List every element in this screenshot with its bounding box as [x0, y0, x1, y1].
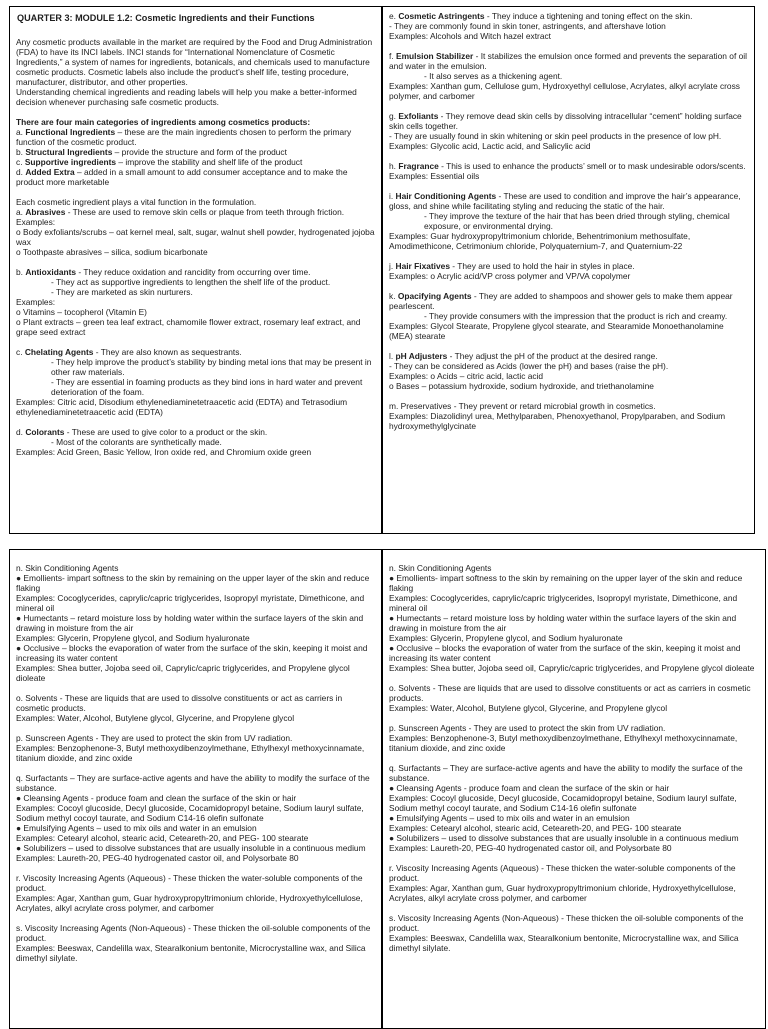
cleansing-line: ● Cleansing Agents - produce foam and clean the surface of the skin or hair	[389, 783, 670, 793]
hair-fixatives-line: j. Hair Fixatives - They are used to hold the hair in styles in place.	[389, 261, 635, 271]
occlusive-line: ● Occlusive – blocks the evaporation of water from the surface of the skin, keeping it moist and increasing its water content	[389, 643, 741, 663]
emulsifying-examples: Examples: Cetearyl alcohol, stearic acid, Ceteareth-20, and PEG- 100 stearate	[389, 823, 682, 833]
categories-heading: There are four main categories of ingredients among cosmetics products:	[16, 116, 311, 127]
abrasives-example-1: o Body exfoliants/scrubs – oat kernel meal, salt, sugar, walnut shell powder, hydrogenated jojoba wax	[16, 226, 375, 247]
abrasives-example-2: o Toothpaste abrasives – silica, sodium bicarbonate	[16, 246, 208, 257]
skin-conditioning-heading: n. Skin Conditioning Agents	[389, 563, 492, 573]
chelating-line: c. Chelating Agents - They are also known as sequestrants.	[16, 346, 242, 357]
abrasives-examples-label: Examples:	[16, 216, 56, 227]
ph-adjusters-line: l. pH Adjusters - They adjust the pH of the product at the desired range.	[389, 351, 658, 361]
viscosity-non-aqueous-line: s. Viscosity Increasing Agents (Non-Aqueous) - These thicken the oil-soluble components of the product.	[389, 913, 744, 933]
emollients-line: ● Emollients- impart softness to the skin by remaining on the upper layer of the skin and reduce flaking	[389, 573, 743, 593]
panel-top-right	[382, 6, 755, 534]
sunscreen-examples: Examples: Benzophenone-3, Butyl methoxydibenzoylmethane, Ethylhexyl methoxycinnamate, titanium dioxide, and zinc oxide	[16, 743, 365, 763]
colorants-sub-1: - Most of the colorants are synthetically made.	[51, 436, 222, 447]
solubilizers-line: ● Solubilizers – used to dissolve substances that are usually insoluble in a continuous medium	[16, 843, 366, 853]
function-intro: Each cosmetic ingredient plays a vital function in the formulation.	[16, 196, 257, 207]
solvents-examples: Examples: Water, Alcohol, Butylene glycol, Glycerine, and Propylene glycol	[389, 703, 668, 713]
ph-adjusters-sub-1: - They can be considered as Acids (lower the pH) and bases (raise the pH).	[389, 361, 669, 371]
emulsifying-line: ● Emulsifying Agents – used to mix oils and water in an emulsion	[16, 823, 257, 833]
panel-top-left	[9, 6, 382, 534]
astringents-examples: Examples: Alcohols and Witch hazel extract	[389, 31, 551, 41]
preservatives-line: m. Preservatives - They prevent or retard microbial growth in cosmetics.	[389, 401, 656, 411]
preservatives-examples: Examples: Diazolidinyl urea, Methylparaben, Phenoxyethanol, Propylparaben, and Sodium hydroxymethylglycinate	[389, 411, 726, 431]
cleansing-line: ● Cleansing Agents - produce foam and clean the surface of the skin or hair	[16, 793, 297, 803]
humectants-examples: Examples: Glycerin, Propylene glycol, and Sodium hyaluronate	[389, 633, 623, 643]
humectants-examples: Examples: Glycerin, Propylene glycol, and Sodium hyaluronate	[16, 633, 250, 643]
antioxidants-sub-2: - They are marketed as skin nurturers.	[51, 286, 193, 297]
hair-fixatives-examples: Examples: o Acrylic acid/VP cross polymer and VP/VA copolymer	[389, 271, 631, 281]
viscosity-aqueous-line: r. Viscosity Increasing Agents (Aqueous) - These thicken the water-soluble components of the product.	[16, 873, 363, 893]
category-functional: a. Functional Ingredients – these are the main ingredients chosen to perform the primary function of the cosmetic product.	[16, 126, 352, 147]
emulsifying-line: ● Emulsifying Agents – used to mix oils and water in an emulsion	[389, 813, 630, 823]
skin-conditioning-heading: n. Skin Conditioning Agents	[16, 563, 119, 573]
astringents-sub-1: - They are commonly found in skin toner, astringents, and aftershave lotion	[389, 21, 666, 31]
exfoliants-sub-1: - They are usually found in skin whitening or skin peel products in the presence of low pH.	[389, 131, 722, 141]
opacifying-line: k. Opacifying Agents - They are added to shampoos and shower gels to make them appear pearlescent.	[389, 291, 733, 311]
sunscreen-line: p. Sunscreen Agents - They are used to protect the skin from UV radiation.	[16, 733, 293, 743]
solvents-line: o. Solvents - These are liquids that are used to dissolve constituents or act as carriers in cosmetic products.	[16, 693, 343, 713]
viscosity-aqueous-line: r. Viscosity Increasing Agents (Aqueous) - These thicken the water-soluble components of the product.	[389, 863, 736, 883]
chelating-sub-1: - They help improve the product’s stability by binding metal ions that may be present in other raw materials.	[51, 356, 372, 377]
opacifying-examples: Examples: Glycol Stearate, Propylene glycol stearate, and Stearamide Monoethanolamine (MEA) stearate	[389, 321, 724, 341]
antioxidants-example-1: o Vitamins – tocopherol (Vitamin E)	[16, 306, 147, 317]
viscosity-non-aqueous-line: s. Viscosity Increasing Agents (Non-Aqueous) - These thicken the oil-soluble components of the product.	[16, 923, 371, 943]
emollients-examples: Examples: Cocoglycerides, caprylic/capric triglycerides, Isopropyl myristate, Dimethicone, and mineral oil	[389, 593, 738, 613]
cleansing-examples: Examples: Cocoyl glucoside, Decyl glucoside, Cocamidopropyl betaine, Sodium lauryl sulfate, Sodium methyl cocoyl taurate, and Sodium C14-16 olefin sulfonate	[389, 793, 737, 813]
humectants-line: ● Humectants – retard moisture loss by holding water within the surface layers of the skin and drawing in moisture from the air	[16, 613, 364, 633]
solvents-examples: Examples: Water, Alcohol, Butylene glycol, Glycerine, and Propylene glycol	[16, 713, 295, 723]
emulsion-examples: Examples: Xanthan gum, Cellulose gum, Hydroxyethyl cellulose, Acrylates, alkyl acrylate cross polymer, and carbomer	[389, 81, 740, 101]
chelating-sub-2: - They are essential in foaming products as they bind ions in hard water and prevent deterioration of the foam.	[51, 376, 363, 397]
surfactants-line: q. Surfactants – They are surface-active agents and have the ability to modify the surface of the substance.	[16, 773, 370, 793]
humectants-line: ● Humectants – retard moisture loss by holding water within the surface layers of the skin and drawing in moisture from the air	[389, 613, 737, 633]
colorants-line: d. Colorants - These are used to give color to a product or the skin.	[16, 426, 268, 437]
viscosity-non-aqueous-examples: Examples: Beeswax, Candelilla wax, Stearalkonium bentonite, Microcrystalline wax, and Silica dimethyl silylate.	[389, 933, 739, 953]
emulsifying-examples: Examples: Cetearyl alcohol, stearic acid, Ceteareth-20, and PEG- 100 stearate	[16, 833, 309, 843]
exfoliants-examples: Examples: Glycolic acid, Lactic acid, and Salicylic acid	[389, 141, 591, 151]
hair-conditioning-line: i. Hair Conditioning Agents - These are used to condition and improve the hair’s appearance, gloss, and shine while facilitating styling and reducing the static of the hair.	[389, 191, 741, 211]
sunscreen-examples: Examples: Benzophenone-3, Butyl methoxydibenzoylmethane, Ethylhexyl methoxycinnamate, titanium dioxide, and zinc oxide	[389, 733, 738, 753]
viscosity-aqueous-examples: Examples: Agar, Xanthan gum, Guar hydroxypropyltrimonium chloride, Hydroxyethylcellulose, Acrylates, alkyl acrylate cross polymer, and carbomer	[16, 893, 363, 913]
antioxidants-examples-label: Examples:	[16, 296, 56, 307]
panel-bottom-right	[382, 549, 766, 1029]
emollients-examples: Examples: Cocoglycerides, caprylic/capric triglycerides, Isopropyl myristate, Dimethicone, and mineral oil	[16, 593, 365, 613]
module-title: QUARTER 3: MODULE 1.2: Cosmetic Ingredients and their Functions	[17, 13, 315, 23]
abrasives-line: a. Abrasives - These are used to remove skin cells or plaque from teeth through friction.	[16, 206, 345, 217]
cleansing-examples: Examples: Cocoyl glucoside, Decyl glucoside, Cocamidopropyl betaine, Sodium lauryl sulfate, Sodium methyl cocoyl taurate, and Sodium C14-16 olefin sulfonate	[16, 803, 364, 823]
occlusive-examples: Examples: Shea butter, Jojoba seed oil, Caprylic/capric triglycerides, and Propylene glycol dioleate	[389, 663, 755, 673]
category-supportive: c. Supportive ingredients – improve the stability and shelf life of the product	[16, 156, 303, 167]
intro-paragraph-2: Understanding chemical ingredients and reading labels will help you make a better-informed decision whenever purchasing safe cosmetic products.	[16, 86, 357, 107]
opacifying-sub-1: - They provide consumers with the impression that the product is rich and creamy.	[424, 311, 728, 321]
exfoliants-line: g. Exfoliants - They remove dead skin cells by dissolving intracellular “cement” holding surface skin cells together.	[389, 111, 742, 131]
sunscreen-line: p. Sunscreen Agents - They are used to protect the skin from UV radiation.	[389, 723, 666, 733]
panel-bottom-left	[9, 549, 382, 1029]
surfactants-line: q. Surfactants – They are surface-active agents and have the ability to modify the surface of the substance.	[389, 763, 743, 783]
antioxidants-line: b. Antioxidants - They reduce oxidation and rancidity from occurring over time.	[16, 266, 311, 277]
solubilizers-line: ● Solubilizers – used to dissolve substances that are usually insoluble in a continuous medium	[389, 833, 739, 843]
emollients-line: ● Emollients- impart softness to the skin by remaining on the upper layer of the skin and reduce flaking	[16, 573, 370, 593]
category-structural: b. Structural Ingredients – provide the structure and form of the product	[16, 146, 287, 157]
emulsion-line: f. Emulsion Stabilizer - It stabilizes the emulsion once formed and prevents the separation of oil and water in the emulsion.	[389, 51, 747, 71]
fragrance-examples: Examples: Essential oils	[389, 171, 480, 181]
occlusive-examples: Examples: Shea butter, Jojoba seed oil, Caprylic/capric triglycerides, and Propylene glycol dioleate	[16, 663, 350, 683]
solvents-line: o. Solvents - These are liquids that are used to dissolve constituents or act as carriers in cosmetic products.	[389, 683, 751, 703]
emulsion-sub-1: - It also serves as a thickening agent.	[424, 71, 563, 81]
intro-paragraph: Any cosmetic products available in the market are required by the Food and Drug Administration (FDA) to have its INCI labels. INCI stands for “International Nomenclature of Cosmetic Ingredients,” a system of names for ingredients, botanicals, and chemicals used to manufacture cosmetic products. Cosmetic labels also include the product’s shelf life, testing procedure, manufacturer, distributor, and other properties.	[16, 36, 373, 87]
viscosity-non-aqueous-examples: Examples: Beeswax, Candelilla wax, Stearalkonium bentonite, Microcrystalline wax, and Silica dimethyl silylate.	[16, 943, 366, 963]
fragrance-line: h. Fragrance - This is used to enhance the products’ smell or to mask undesirable odors/scents.	[389, 161, 746, 171]
viscosity-aqueous-examples: Examples: Agar, Xanthan gum, Guar hydroxypropyltrimonium chloride, Hydroxyethylcellulose, Acrylates, alkyl acrylate cross polymer, and carbomer	[389, 883, 736, 903]
occlusive-line: ● Occlusive – blocks the evaporation of water from the surface of the skin, keeping it moist and increasing its water content	[16, 643, 368, 663]
category-added-extra: d. Added Extra – added in a small amount to add consumer acceptance and to make the product more marketable	[16, 166, 348, 187]
ph-adjusters-example-2: o Bases – potassium hydroxide, sodium hydroxide, and triethanolamine	[389, 381, 654, 391]
hair-conditioning-examples: Examples: Guar hydroxypropyltrimonium chloride, Behentrimonium methosulfate, Amodimethicone, Cetrimonium chloride, Polyquaternium-7, and Quaternium-22	[389, 231, 691, 251]
solubilizers-examples: Examples: Laureth-20, PEG-40 hydrogenated castor oil, and Polysorbate 80	[389, 843, 672, 853]
hair-conditioning-sub-1: - They improve the texture of the hair that has been dried through styling, chemical exposure, or environmental drying.	[424, 211, 730, 231]
antioxidants-example-2: o Plant extracts – green tea leaf extract, chamomile flower extract, rosemary leaf extract, and grape seed extract	[16, 316, 361, 337]
colorants-examples: Examples: Acid Green, Basic Yellow, Iron oxide red, and Chromium oxide green	[16, 446, 312, 457]
chelating-examples: Examples: Citric acid, Disodium ethylenediaminetetraacetic acid (EDTA) and Tetrasodium ethylenediaminetetraacetic acid (EDTA)	[16, 396, 348, 417]
ph-adjusters-example-1: Examples: o Acids – citric acid, lactic acid	[389, 371, 544, 381]
antioxidants-sub-1: - They act as supportive ingredients to lengthen the shelf life of the product.	[51, 276, 331, 287]
astringents-line: e. Cosmetic Astringents - They induce a tightening and toning effect on the skin.	[389, 11, 693, 21]
solubilizers-examples: Examples: Laureth-20, PEG-40 hydrogenated castor oil, and Polysorbate 80	[16, 853, 299, 863]
